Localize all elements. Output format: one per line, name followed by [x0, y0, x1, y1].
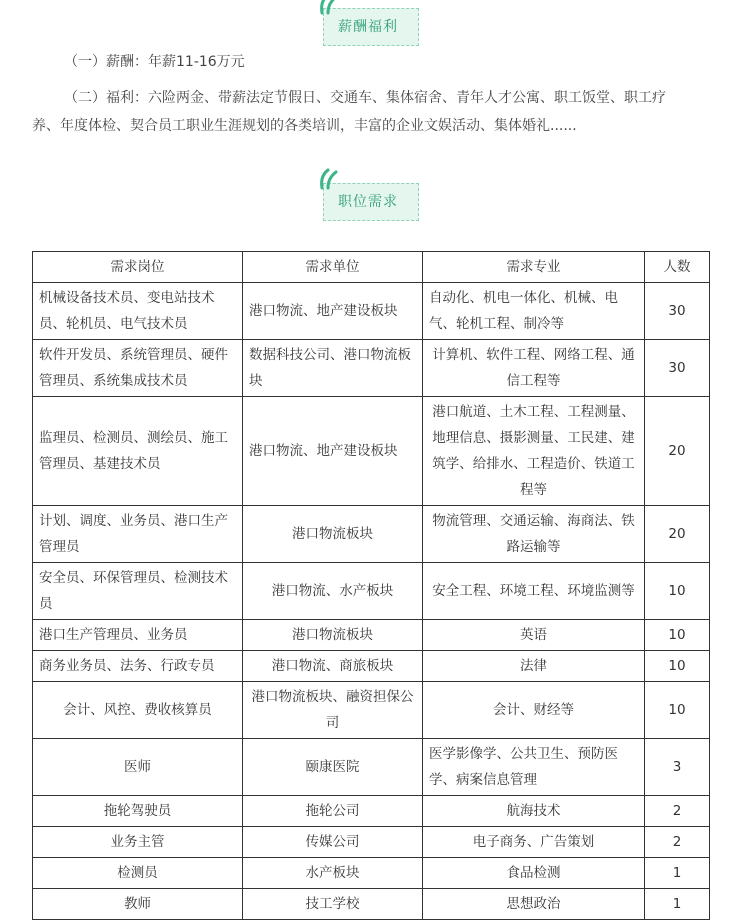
cell-unit: 港口物流、地产建设板块	[243, 397, 423, 506]
section-badge-positions	[323, 183, 419, 221]
cell-position: 监理员、检测员、测绘员、施工管理员、基建技术员	[33, 397, 243, 506]
benefits-line-cont: 养、年度体检、契合员工职业生涯规划的各类培训，丰富的企业文娱活动、集体婚礼......	[32, 118, 577, 134]
table-row	[33, 563, 710, 620]
cell-count: 20	[645, 397, 710, 506]
header-position: 需求岗位	[33, 252, 243, 283]
cell-count: 1	[645, 889, 710, 920]
cell-position: 会计、风控、费收核算员	[33, 682, 243, 739]
cell-unit: 港口物流、水产板块	[243, 563, 423, 620]
cell-position: 商务业务员、法务、行政专员	[33, 651, 243, 682]
cell-position: 业务主管	[33, 827, 243, 858]
cell-major: 物流管理、交通运输、海商法、铁路运输等	[423, 506, 645, 563]
cell-major: 英语	[423, 620, 645, 651]
cell-count: 1	[645, 858, 710, 889]
section-title-positions: 职位需求	[338, 194, 398, 210]
table-row	[33, 827, 710, 858]
table-row	[33, 651, 710, 682]
cell-major: 食品检测	[423, 858, 645, 889]
cell-unit: 数据科技公司、港口物流板块	[243, 340, 423, 397]
cell-major: 法律	[423, 651, 645, 682]
leaf-icon	[318, 0, 344, 15]
cell-major: 航海技术	[423, 796, 645, 827]
cell-unit: 港口物流、商旅板块	[243, 651, 423, 682]
table-row	[33, 340, 710, 397]
cell-major: 会计、财经等	[423, 682, 645, 739]
table-row	[33, 796, 710, 827]
table-header-row	[33, 252, 710, 283]
cell-unit: 港口物流板块	[243, 620, 423, 651]
cell-position: 计划、调度、业务员、港口生产管理员	[33, 506, 243, 563]
cell-unit: 颐康医院	[243, 739, 423, 796]
header-count: 人数	[645, 252, 710, 283]
table-row	[33, 739, 710, 796]
cell-count: 10	[645, 563, 710, 620]
cell-unit: 港口物流、地产建设板块	[243, 283, 423, 340]
cell-count: 2	[645, 827, 710, 858]
cell-major: 自动化、机电一体化、机械、电气、轮机工程、制冷等	[423, 283, 645, 340]
cell-unit: 传媒公司	[243, 827, 423, 858]
positions-table	[32, 251, 710, 920]
cell-position: 软件开发员、系统管理员、硬件管理员、系统集成技术员	[33, 340, 243, 397]
table-row	[33, 682, 710, 739]
cell-count: 20	[645, 506, 710, 563]
table-row	[33, 889, 710, 920]
cell-position: 教师	[33, 889, 243, 920]
cell-unit: 港口物流板块	[243, 506, 423, 563]
cell-position: 港口生产管理员、业务员	[33, 620, 243, 651]
cell-major: 港口航道、土木工程、工程测量、地理信息、摄影测量、工民建、建筑学、给排水、工程造价、铁道工程等	[423, 397, 645, 506]
table-row	[33, 397, 710, 506]
cell-count: 30	[645, 283, 710, 340]
cell-count: 2	[645, 796, 710, 827]
cell-position: 拖轮驾驶员	[33, 796, 243, 827]
header-unit: 需求单位	[243, 252, 423, 283]
cell-major: 电子商务、广告策划	[423, 827, 645, 858]
cell-position: 安全员、环保管理员、检测技术员	[33, 563, 243, 620]
cell-position: 检测员	[33, 858, 243, 889]
cell-count: 10	[645, 651, 710, 682]
benefits-line: （二）福利：六险两金、带薪法定节假日、交通车、集体宿舍、青年人才公寓、职工饭堂、职工疗	[64, 90, 666, 106]
cell-unit: 水产板块	[243, 858, 423, 889]
cell-count: 10	[645, 682, 710, 739]
cell-major: 安全工程、环境工程、环境监测等	[423, 563, 645, 620]
table-row	[33, 283, 710, 340]
cell-major: 计算机、软件工程、网络工程、通信工程等	[423, 340, 645, 397]
cell-major: 医学影像学、公共卫生、预防医学、病案信息管理	[423, 739, 645, 796]
table-row	[33, 858, 710, 889]
cell-unit: 港口物流板块、融资担保公司	[243, 682, 423, 739]
cell-count: 3	[645, 739, 710, 796]
table-row	[33, 506, 710, 563]
leaf-icon	[318, 168, 344, 190]
cell-count: 10	[645, 620, 710, 651]
table-row	[33, 620, 710, 651]
section-title-salary: 薪酬福利	[338, 19, 398, 35]
cell-unit: 技工学校	[243, 889, 423, 920]
salary-line: （一）薪酬：年薪11-16万元	[64, 54, 245, 70]
cell-position: 机械设备技术员、变电站技术员、轮机员、电气技术员	[33, 283, 243, 340]
cell-count: 30	[645, 340, 710, 397]
header-major: 需求专业	[423, 252, 645, 283]
cell-major: 思想政治	[423, 889, 645, 920]
cell-position: 医师	[33, 739, 243, 796]
section-badge-salary	[323, 8, 419, 46]
cell-unit: 拖轮公司	[243, 796, 423, 827]
